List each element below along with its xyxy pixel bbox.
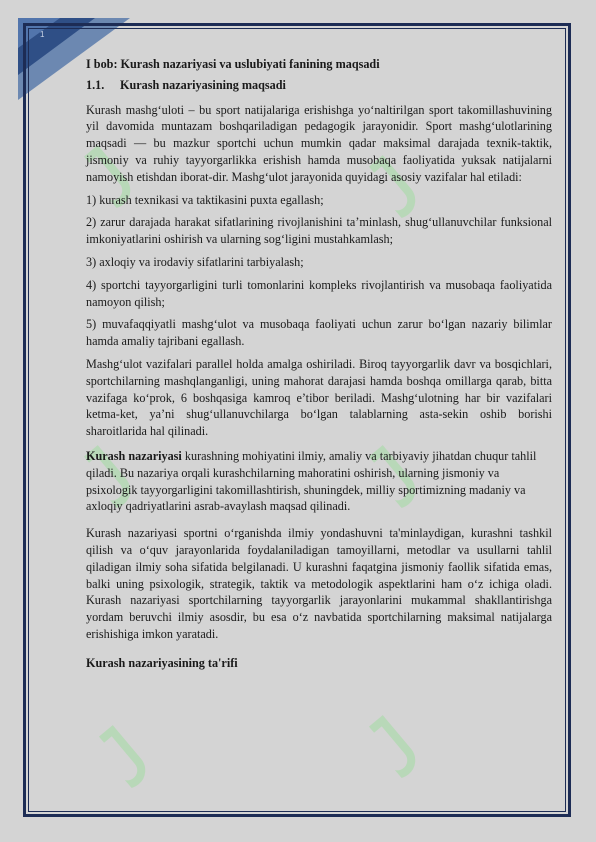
list-item-4: 4) sportchi tayyorgarligini turli tomonlarini kompleks rivojlantirish va musobaqa faoliyatida namoyon qilish; bbox=[86, 277, 552, 309]
section-number: 1.1. bbox=[86, 77, 105, 92]
subheading: Kurash nazariyasining ta'rifi bbox=[86, 655, 238, 670]
section-heading bbox=[86, 77, 552, 94]
document-body bbox=[86, 56, 552, 672]
list-item-1: 1) kurash texnikasi va taktikasini puxta egallash; bbox=[86, 192, 324, 207]
paragraph-tasks: Mashg‘ulot vazifalari parallel holda amalga oshiriladi. Biroq tayyorgarlik davr va bosqichlari, sportchilarning mashqlanganligi, uning mahorat darajasi hamda boshqa omillarga qarab, bitta vazifaga ko‘prok, 6 boshqasiga kamroq e’tibor beriladi. Mashg‘ulotning har bir vazifalari ketma-ket, ya’ni shug‘ullanuvchilarga bo‘lgan talablarning asta-sekin oshib borishi sharoitlarida hal qilinadi. bbox=[86, 356, 552, 439]
theory-definition: kurashning mohiyatini ilmiy, amaliy va tarbiyaviy jihatdan chuqur tahlil qiladi. Bu nazariya orqali kurashchilarning mahoratini oshirish, ularning jismoniy va psixologik tayyorgarligini takomillashtirish, shuningdek, milliy sportimizning madaniy va axloqiy qadriyatlarini asrab-avaylash maqsad qilinadi. bbox=[86, 448, 537, 514]
list-item-2: 2) zarur darajada harakat sifatlarining rivojlanishini ta’minlash, shug‘ullanuvchilar funksional imkoniyatlarini oshirish va ularning sog‘ligini mustahkamlash; bbox=[86, 215, 552, 247]
paragraph-intro: Kurash mashg‘uloti – bu sport natijalariga erishishga yo‘naltirilgan sport takomillashuvining yil davomida muntazam boshqariladigan pedagogik jarayonidir. Sport mashg‘ulotlarining maqsadi — bu mazkur sportchi uchun mumkin qadar maksimal darajada texnik-taktik, jismoniy va ruhiy tayyorgarlikka erishish hamda musobaqa faoliyatida yuksak natijalarni namoyish etishdan iborat-dir. Mashg‘ulot jarayonida quyidagi asosiy vazifalar hal etiladi: bbox=[86, 102, 552, 184]
paragraph-theory-detail: Kurash nazariyasi sportni o‘rganishda ilmiy yondashuvni ta'minlaydigan, kurashni tashkil qilish va o‘quv jarayonlarida foydalaniladigan tamoyillarni, metodlar va usullarni tahlil qiladigan ilmiy soha sifatida belgilanadi. U kurashni faqatgina jismoniy faollik sifatida emas, balki uning psixologik, strategik, taktik va metodologik aspektlarini ham o‘z ichiga oladi. Kurash nazariyasi sportchilarning tayyorgarlik jarayonlarini mukammal shakllantirishga yordam beruvchi ilmiy asosdir, bu esa o‘z navbatida sportchilarning maksimal natijalarga erishishiga imkon yaratadi. bbox=[86, 526, 552, 641]
paragraph-theory bbox=[86, 448, 552, 515]
list-item-3: 3) axloqiy va irodaviy sifatlarini tarbiyalash; bbox=[86, 254, 304, 269]
list-item-5: 5) muvafaqqiyatli mashg‘ulot va musobaqa faoliyati uchun zarur bo‘lgan nazariy bilimlar hamda amaliy tajribani egallash. bbox=[86, 317, 552, 349]
section-title: Kurash nazariyasining maqsadi bbox=[120, 77, 286, 92]
chapter-heading: I bob: Kurash nazariyasi va uslubiyati fanining maqsadi bbox=[86, 57, 380, 71]
page-number: 1 bbox=[40, 30, 45, 39]
theory-term: Kurash nazariyasi bbox=[86, 448, 182, 463]
